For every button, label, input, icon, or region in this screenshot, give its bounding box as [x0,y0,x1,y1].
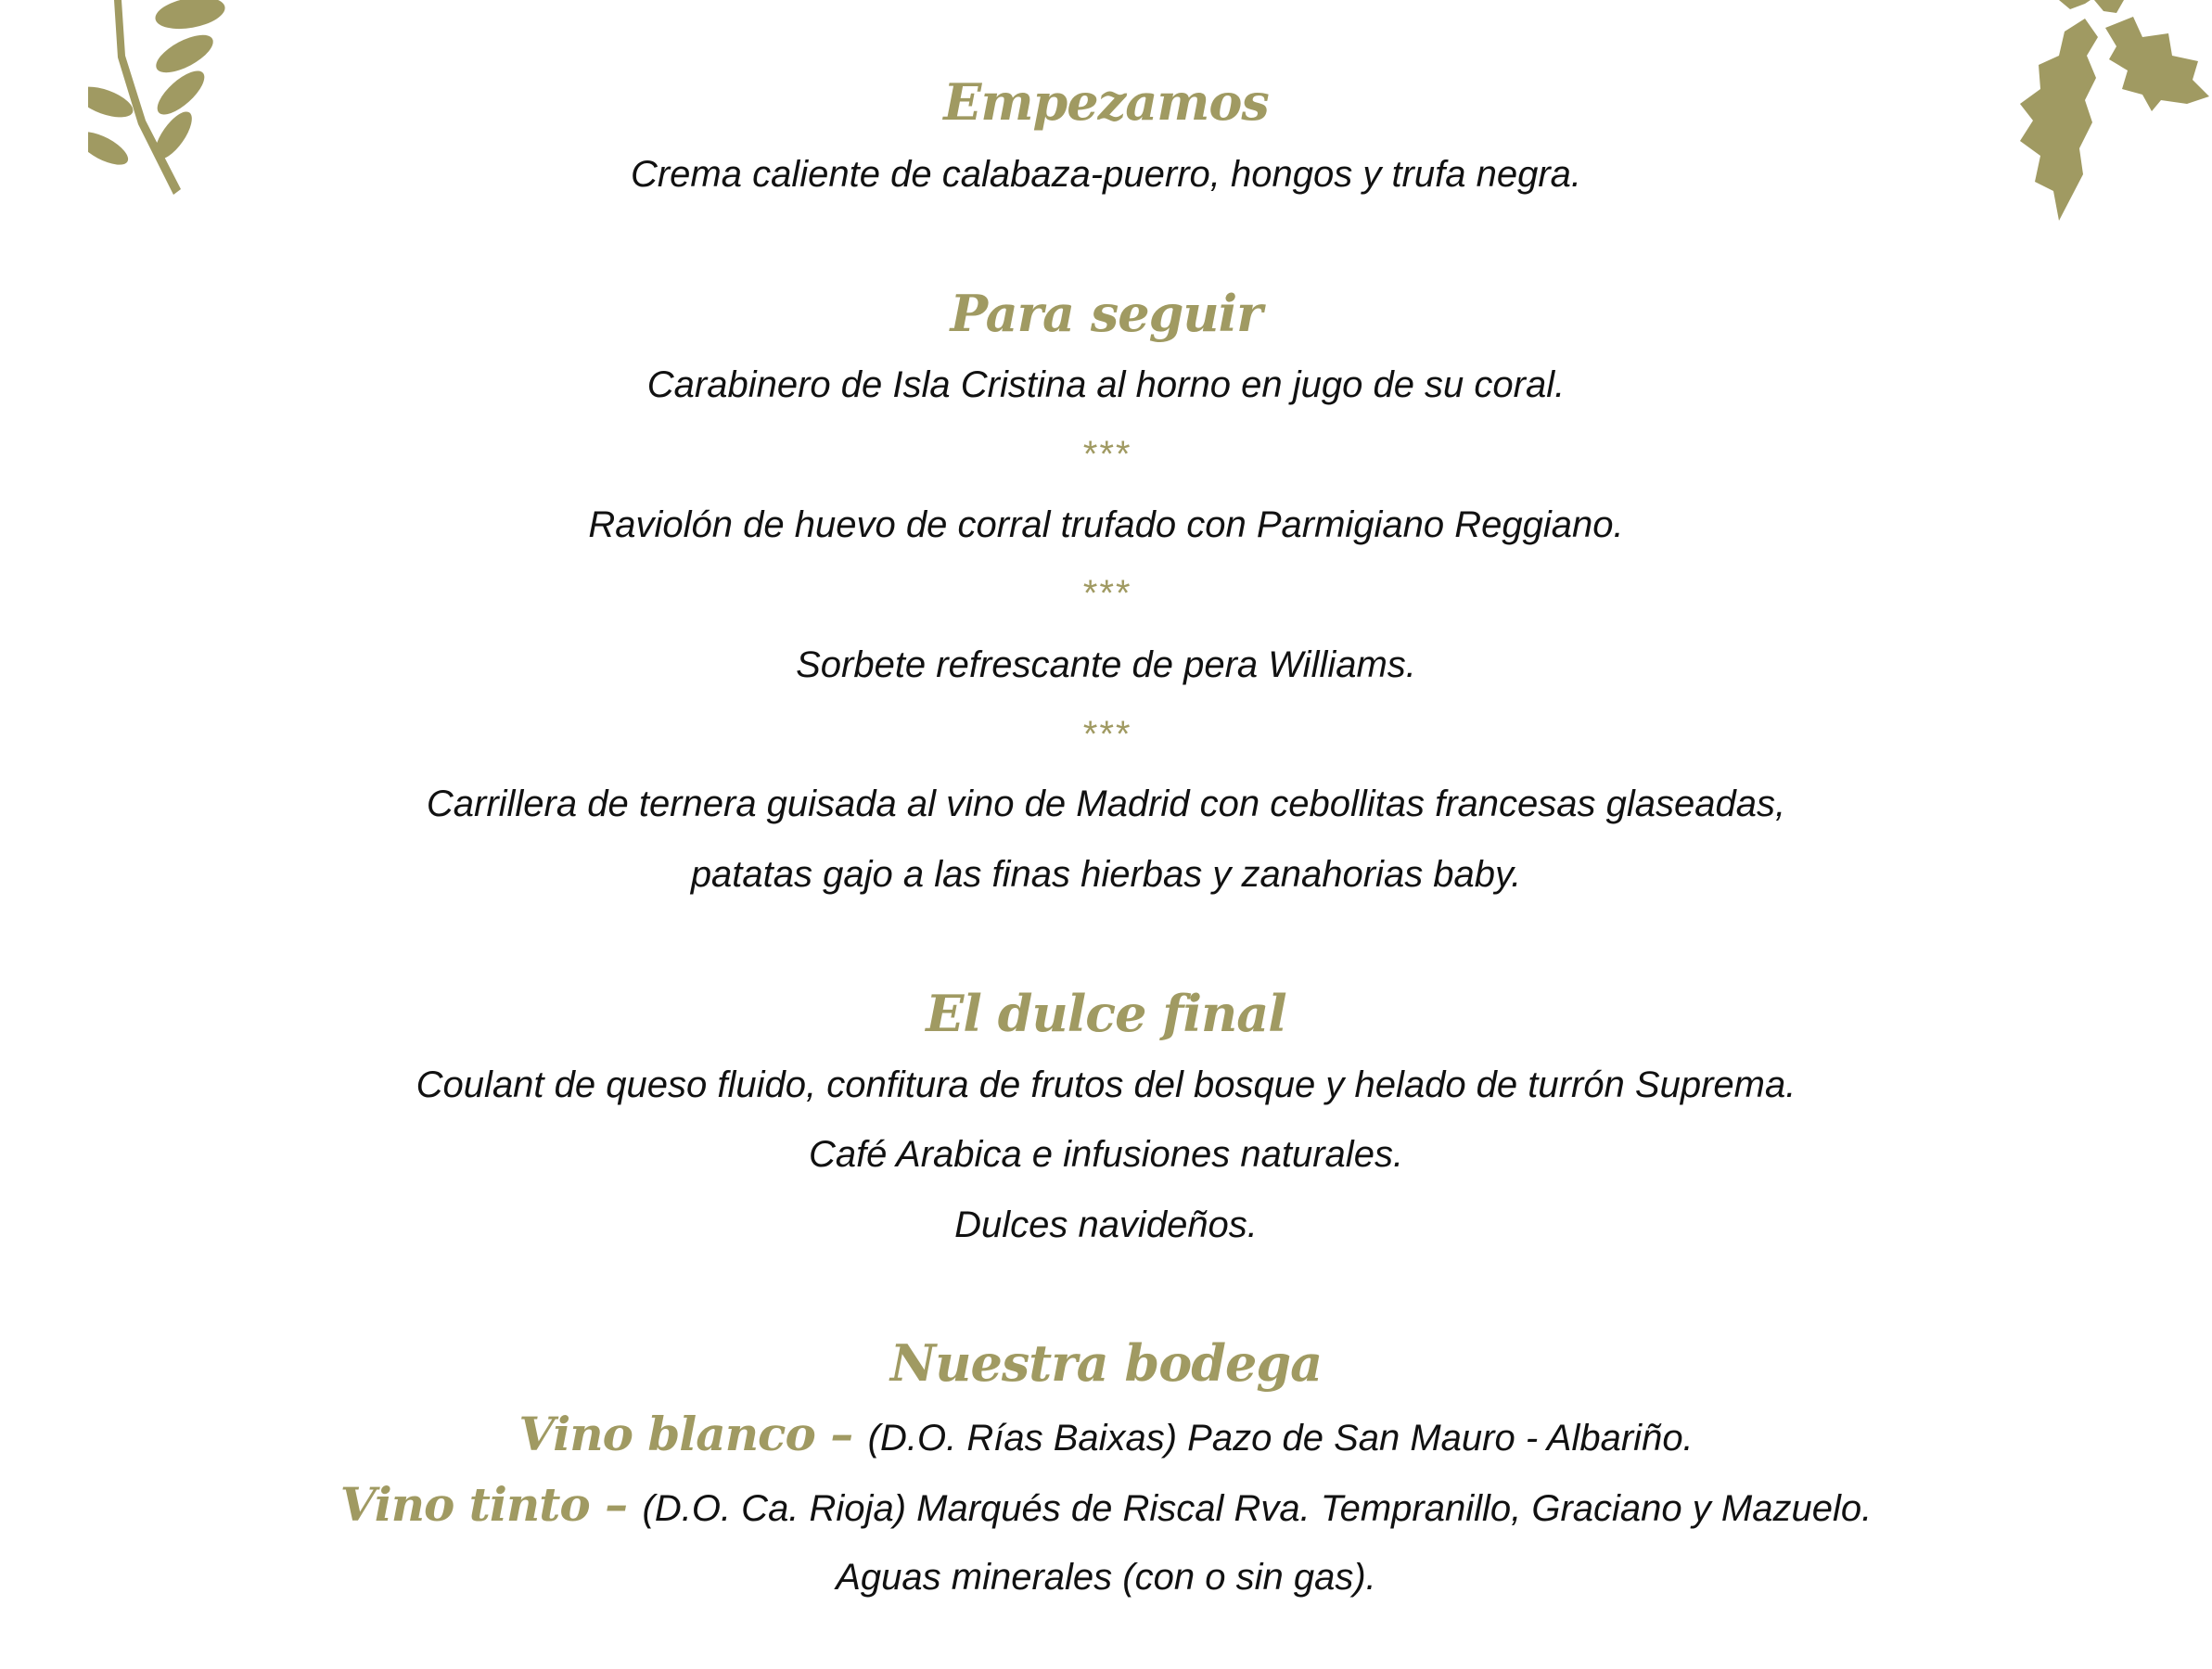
section-title-wine: Nuestra bodega [889,1333,1323,1393]
wine-white-text: (D.O. Rías Baixas) Pazo de San Mauro - Albariño. [867,1418,1694,1459]
dish-line: Carabinero de Isla Cristina al horno en jugo de su coral. [646,364,1566,405]
dish-line: Café Arabica e infusiones naturales. [808,1134,1404,1175]
dish-line: Coulant de queso fluido, confitura de frutos del bosque y helado de turrón Suprema. [416,1064,1796,1105]
dish-line: Dulces navideños. [954,1204,1258,1245]
dish-line: Sorbete refrescante de pera Williams. [796,644,1416,685]
dish-line: Crema caliente de calabaza-puerro, hongos y trufa negra. [630,154,1582,195]
section-title-starter: Empezamos [943,72,1269,132]
wine-red-text: (D.O. Ca. Rioja) Marqués de Riscal Rva. Tempranillo, Graciano y Mazuelo. [642,1488,1873,1529]
water-line: Aguas minerales (con o sin gas). [836,1557,1376,1598]
dish-line: patatas gajo a las finas hierbas y zanahorias baby. [690,854,1522,895]
wine-white-line [0,1407,2212,1461]
dish-line: Carrillera de ternera guisada al vino de Madrid con cebollitas francesas glaseadas, [426,784,1786,824]
dish-separator: *** [1081,573,1131,614]
section-title-dessert: El dulce final [926,984,1286,1043]
dish-line: Raviolón de huevo de corral trufado con Parmigiano Reggiano. [588,504,1624,545]
wine-red-label: Vino tinto – [339,1477,643,1532]
wine-white-label: Vino blanco – [518,1407,868,1461]
wine-red-line [0,1477,2212,1532]
section-title-main: Para seguir [950,284,1262,343]
dish-separator: *** [1081,714,1131,755]
dish-separator: *** [1081,434,1131,475]
